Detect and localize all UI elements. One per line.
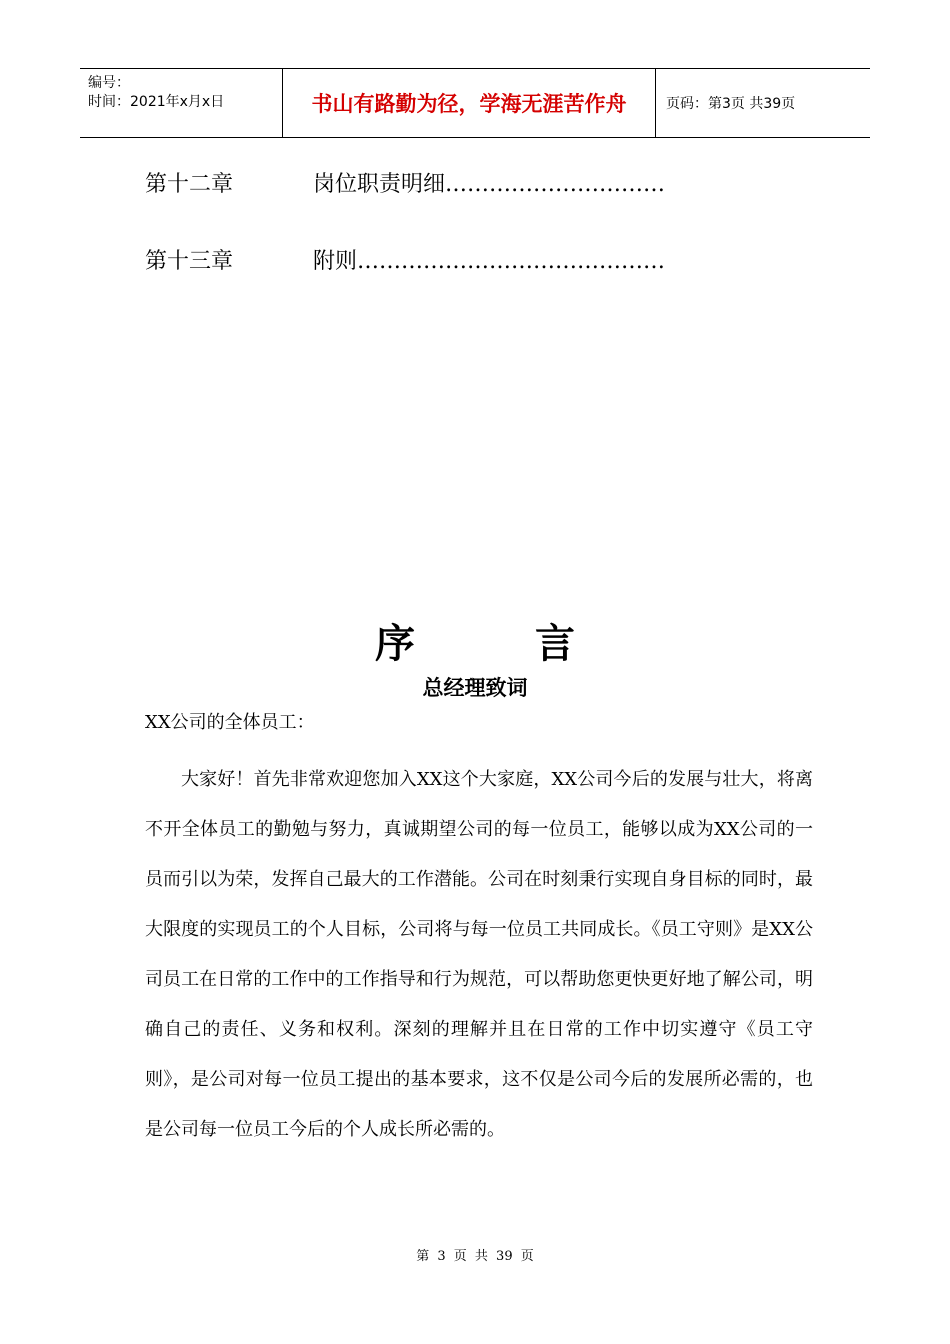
preface-subtitle: 总经理致词 (422, 676, 528, 700)
page-header (80, 68, 870, 138)
header-motto: 书山有路勤为径，学海无涯苦作舟 (283, 69, 656, 137)
header-date: 时间：2021年x月x日 (88, 94, 225, 110)
toc-chapter: 第十二章 (145, 172, 234, 197)
preface-title: 序言 (375, 621, 695, 667)
preface-body: 大家好！首先非常欢迎您加入XX这个大家庭，XX公司今后的发展与壮大，将离不开全体员工的勤勉与努力，真诚期望公司的每一位员工，能够以成为XX公司的一员而引以为荣，发挥自己最大的工作潜能。公司在时刻秉行实现自身目标的同时，最大限度的实现员工的个人目标，公司将与每一位员工共同成长。《员工守则》是XX公司员工在日常的工作中的工作指导和行为规范，可以帮助您更快更好地了解公司，明确自己的责任、义务和权利。深刻的理解并且在日常的工作中切实遵守《员工守则》，是公司对每一位员工提出的基本要求，这不仅是公司今后的发展所必需的，也是公司每一位员工今后的个人成长所必需的。 (145, 769, 813, 1140)
preface-greeting: XX公司的全体员工： (145, 712, 315, 733)
header-page-number: 页码：第3页 共39页 (666, 96, 796, 112)
header-number: 编号： (88, 75, 130, 91)
toc-title: 岗位职责明细………………………… (313, 172, 666, 197)
toc-chapter: 第十三章 (145, 249, 234, 274)
page-footer: 第 3 页 共 39 页 (416, 1249, 534, 1264)
header-meta (80, 69, 283, 137)
toc-title: 附则…………………………………… (313, 249, 666, 274)
